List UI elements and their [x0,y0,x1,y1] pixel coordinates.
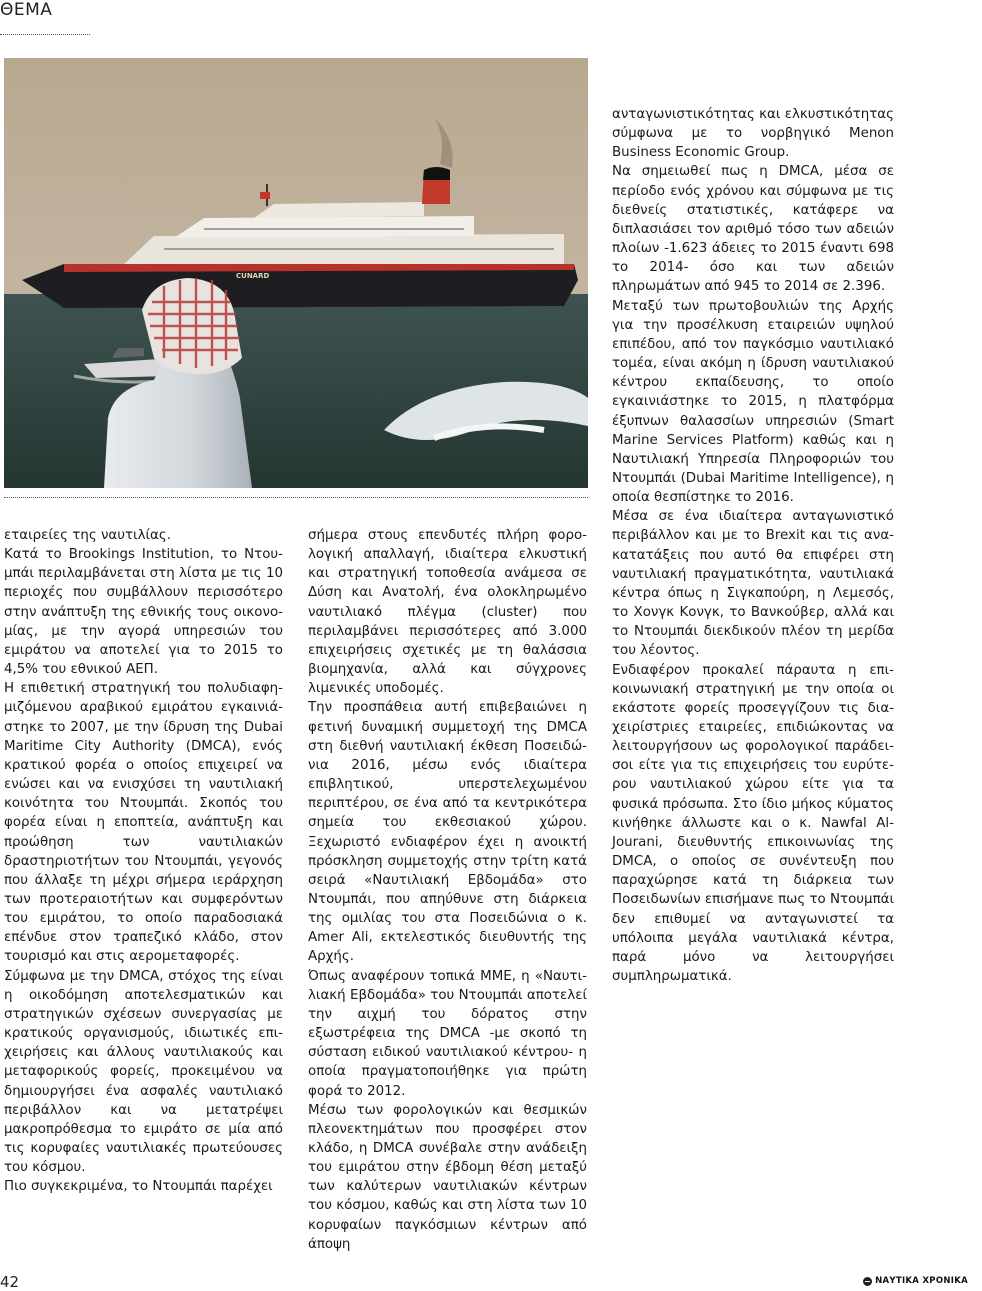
paragraph: Όπως αναφέρουν τοπικά ΜΜΕ, η «Ναυτιλιακή Εβδομάδα» του Ντουμπάι αποτελεί την αιχμή του δόρατος στην εξωστρέφεια της DMCA -με σκοπό τη σύσταση ειδικού ναυτιλιακού κέντρου- η οποία πραγματοποιήθηκε για πρώτη φορά το 2012. [308,968,587,1099]
publication-brand [863,1276,968,1286]
paragraph: σήμερα στους επενδυτές πλήρη φορολογική απαλλαγή, ιδιαίτερα ελκυστική και στρατηγική τοποθεσία ανάμεσα σε Δύση και Ανατολή, ένα ολοκληρωμένο ναυτιλιακό πλέγμα (cluster) που περιλαμβάνει περισσότερες από 3.000 επιχειρήσεις σχετικές με τη θαλάσσια βιομηχανία, αλλά και σύγχρονες λιμενικές υποδομές. [308,528,587,697]
paragraph: Πιο συγκεκριμένα, το Ντουμπάι παρέχει [4,1179,273,1195]
paragraph: Να σημειωθεί πως η DMCA, μέσα σε περίοδο ενός χρόνου και σύμφωνα με τις διεθνείς στατιστικές, κατάφερε να διπλασιάσει τον αριθμό τόσο των αδειών πλοίων -1.623 άδειες το 2015 έναντι 698 το 2014- όσο και των αδειών πληρωμάτων από 945 το 2014 σε 2.396. [612,164,894,295]
text-column-3 [612,105,894,986]
header-dotted-rule [0,34,90,35]
section-label: ΘΕΜΑ [0,0,53,20]
paragraph: Η επιθετική στρατηγική του πολυδιαφημιζόμενου αραβικού εμιράτου εγκαινιάστηκε το 2007, με την ίδρυση της Dubai Maritime City Authority (DMCA), ενός κρατικού φορέα ο οποίος επιχειρεί να ενώσει και να ενισχύσει τη ναυτιλιακή κοινότητα του Ντουμπάι. Σκοπός του φορέα είναι η εποπτεία, ανάπτυξη και προώθηση των ναυτιλιακών δραστηριοτήτων του Ντουμπάι, γεγονός που άλλαξε τη μέχρι σήμερα ιεράρχηση των προτεραιοτήτων και συμφερόντων του εμιράτου, το οποίο παραδοσιακά επένδυε στον τραπεζικό κλάδο, στον τουρισμό και στις αερομεταφορές. [4,681,283,965]
brand-name: ΝΑΥΤΙΚΑ ΧΡΟΝΙΚΑ [875,1276,968,1286]
text-column-1 [4,526,283,1196]
brand-logo-icon [863,1277,872,1286]
paragraph: Κατά το Brookings Institution, το Ντουμπάι περιλαμβάνεται στη λίστα με τις 10 περιοχές που συμβάλλουν περισσότερο στην ανάπτυξη της εθνικής τους οικονομίας, με την αγορά υπηρεσιών του εμιράτου να αποτελεί για το 2015 το 4,5% του εθνικού ΑΕΠ. [4,547,283,678]
paragraph: Την προσπάθεια αυτή επιβεβαιώνει η φετινή δυναμική συμμετοχή της DMCA στη διεθνή ναυτιλιακή έκθεση Ποσειδώνια 2016, μέσω ενός ιδιαίτερα επιβλητικού, υπερστελεχωμένου περιπτέρου, σε ένα από τα κεντρικότερα σημεία του εκθεσιακού χώρου. Ξεχωριστό ενδιαφέρον έχει η ανοικτή πρόσκληση συμμετοχής στην τρίτη κατά σειρά «Ναυτιλιακή Εβδομάδα» στο Ντουμπάι, που απηύθυνε στη διάρκεια της ομιλίας του στα Ποσειδώνια ο κ. Amer Ali, εκτελεστικός διευθυντής της Αρχής. [308,700,587,965]
paragraph: Μέσω των φορολογικών και θεσμικών πλεονεκτημάτων που προσφέρει στον κλάδο, η DMCA συνέβαλε στην ανάδειξη του εμιράτου στην έβδομη θέση μεταξύ των καλύτερων ναυτιλιακών κέντρων του κόσμου, καθώς και στη λίστα των 10 κορυφαίων παγκόσμιων κέντρων από άποψη [308,1102,587,1252]
paragraph: εταιρείες της ναυτιλίας. [4,528,171,543]
paragraph: Μέσα σε ένα ιδιαίτερα ανταγωνιστικό περιβάλλον και με το Brexit και τις ανακατατάξεις που αυτό θα επιφέρει στη ναυτιλιακή πραγματικότητα, ναυτιλιακά κέντρα όπως η Σιγκαπούρη, η Λεμεσός, το Χονγκ Κονγκ, το Βανκούβερ, αλλά και το Ντουμπάι διεκδικούν πλέον τη μερίδα του λέοντος. [612,509,894,659]
paragraph: Σύμφωνα με την DMCA, στόχος της είναι η οικοδόμηση αποτελεσματικών και στρατηγικών σχέσεων συνεργασίας με κρατικούς οργανισμούς, ιδιωτικές επιχειρήσεις και άλλους ναυτιλιακούς και μεταφορικούς φορείς, προκειμένου να δημιουργήσει ένα ασφαλές ναυτιλιακό περιβάλλον και να μετατρέψει μακροπρόθεσμα το εμιράτο σε μία από τις κορυφαίες ναυτιλιακές πρωτεύουσες του κόσμου. [4,968,283,1176]
photo-dotted-rule [4,497,588,498]
text-column-2 [308,526,587,1254]
ship-hull-name: CUNARD [236,272,270,280]
paragraph: Μεταξύ των πρωτοβουλιών της Αρχής για την προσέλκυση εταιρειών υψηλού επιπέδου, από τον παγκόσμιο ναυτιλιακό τομέα, είναι ακόμη η ίδρυση ναυτιλιακού κέντρου εκπαίδευσης, το οποίο εγκαινιάστηκε το 2015, η πλατφόρμα έξυπνων θαλασσίων υπηρεσιών (Smart Marine Services Platform) καθώς και η Ναυτιλιακή Υπηρεσία Πληροφοριών του Ντουμπάι (Dubai Maritime Intelligence), η οποία θεσπίστηκε το 2016. [612,298,894,506]
paragraph: ανταγωνιστικότητας και ελκυστικότητας σύμφωνα με το νορβηγικό Menon Business Economic Group. [612,107,894,161]
article-photo [4,58,588,488]
paragraph: Ενδιαφέρον προκαλεί πάραυτα η επικοινωνιακή στρατηγική με την οποία οι εκάστοτε φορείς προσεγγίζουν τις διαχειρίστριες εταιρείες, επιδιώκοντας να λειτουργήσουν ως φορολογικοί παράδεισοι είτε για τις επιχειρήσεις του ευρύτερου ναυτιλιακού χώρου είτε για τα φυσικά πρόσωπα. Στο ίδιο μήκος κύματος κινήθηκε άλλωστε και ο κ. Nawfal Al-Jourani, διευθυντής επικοινωνίας της DMCA, ο οποίος σε συνέντευξη που παραχώρησε κατά τη διάρκεια των Ποσειδωνίων επισήμανε πως το Ντουμπάι δεν επιθυμεί να ανταγωνιστεί τα υπόλοιπα μεγάλα ναυτιλιακά κέντρα, παρά μόνο να λειτουργήσει συμπληρωματικά. [612,662,894,985]
page-number: 42 [0,1273,20,1291]
